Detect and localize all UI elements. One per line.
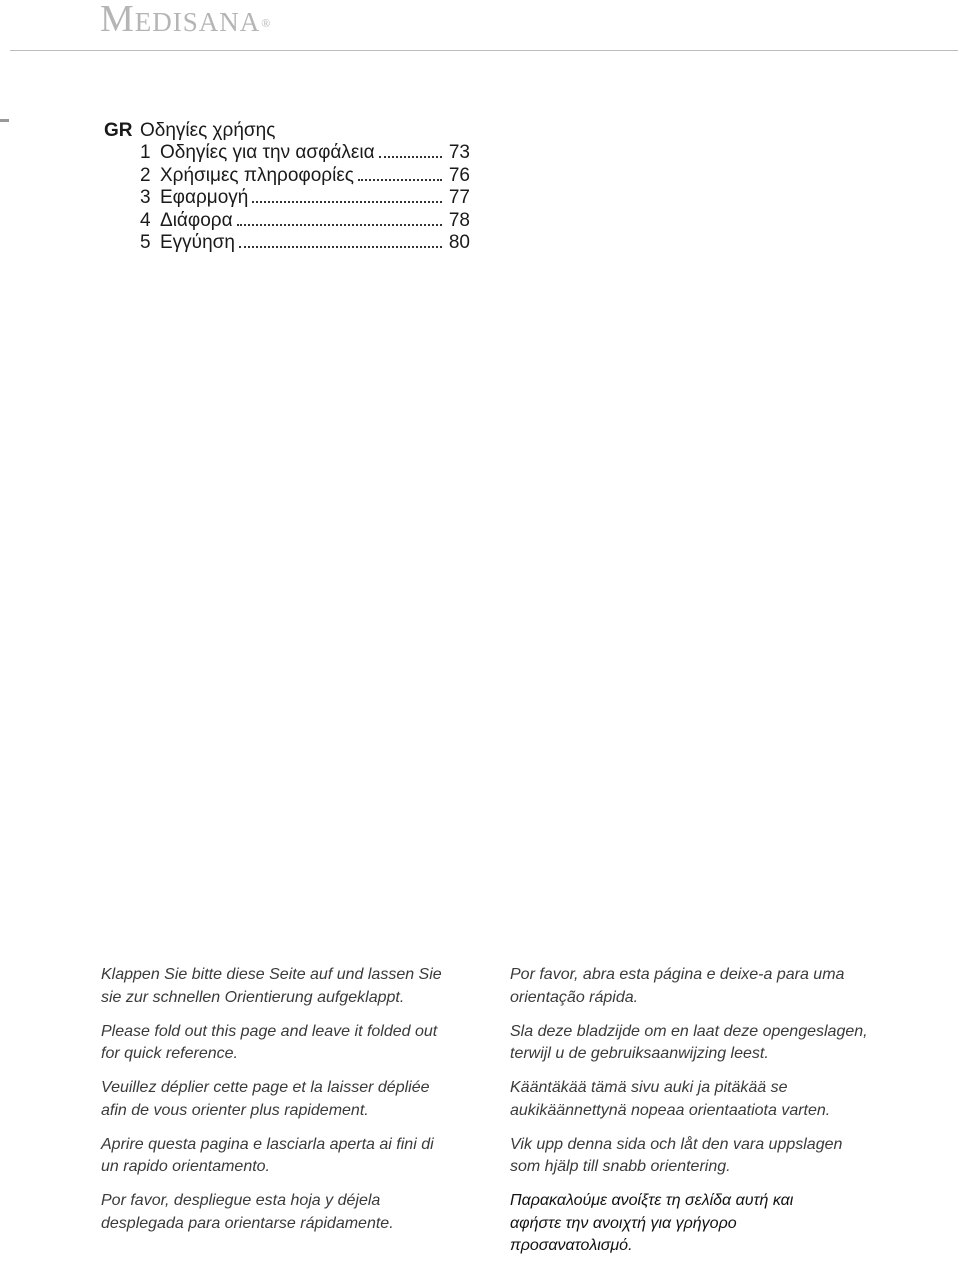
fold-note-swedish: Vik upp denna sida och låt den vara uppslagen som hjälp till snabb orientering. [510,1135,843,1175]
toc-item-number: 2 [140,164,151,186]
fold-note-english: Please fold out this page and leave it folded out for quick reference. [101,1022,438,1062]
header-divider [10,50,958,51]
toc-item[interactable] [140,232,470,255]
toc-item-title: Εγγύηση [160,232,235,253]
brand-name: Medisana [100,0,261,40]
fold-note-french: Veuillez déplier cette page et la laisser dépliée afin de vous orienter plus rapidement. [101,1079,430,1119]
registered-mark: ® [261,16,272,30]
toc-leader-dots [237,224,442,226]
toc-item-page: 80 [448,232,470,253]
toc-item-title: Εφαρμογή [160,187,249,208]
toc-item-number: 1 [140,142,151,163]
toc-item-number: 4 [140,209,151,231]
table-of-contents [104,120,484,255]
fold-note-german: Klappen Sie bitte diese Seite auf und lassen Sie sie zur schnellen Orientierung aufgeklappt. [101,966,442,1006]
fold-note-finnish: Kääntäkää tämä sivu auki ja pitäkää se aukikäännettynä nopeaa orientaatiota varten. [510,1079,831,1119]
toc-item-number: 3 [140,187,151,208]
fold-note-greek: Παρακαλούμε ανοίξτε τη σελίδα αυτή και αφήστε την ανοιχτή για γρήγορο προσανατολισμό. [510,1192,794,1254]
toc-item-title: Διάφορα [160,209,233,231]
fold-note-italian: Aprire questa pagina e lasciarla aperta ai fini di un rapido orientamento. [101,1135,434,1175]
toc-language-code: GR [104,120,133,141]
toc-item-page: 76 [448,164,470,186]
toc-item-page: 77 [448,187,470,208]
toc-item[interactable] [140,142,470,165]
toc-item[interactable] [140,165,470,188]
toc-list [140,142,484,255]
toc-item-page: 78 [448,209,470,231]
toc-item-number: 5 [140,232,151,253]
fold-out-notes-right [510,964,930,1269]
toc-item[interactable] [140,187,470,210]
toc-leader-dots [358,179,442,181]
margin-tick-mark [0,119,9,122]
toc-item-page: 73 [448,142,470,163]
toc-header [104,120,484,142]
toc-title: Οδηγίες χρήσης [140,120,276,141]
fold-note-spanish: Por favor, despliegue esta hoja y déjela desplegada para orientarse rápidamente. [101,1192,394,1232]
toc-item[interactable] [140,210,470,233]
toc-leader-dots [379,156,442,158]
toc-leader-dots [252,201,442,203]
toc-item-title: Χρήσιμες πληροφορίες [160,164,354,186]
toc-leader-dots [239,246,442,248]
toc-item-title: Οδηγίες για την ασφάλεια [160,142,375,163]
fold-note-dutch: Sla deze bladzijde om en laat deze opengeslagen, terwijl u de gebruiksaanwijzing leest. [510,1022,868,1062]
brand-logo [100,0,271,38]
fold-out-notes-left [101,964,491,1247]
fold-note-portuguese: Por favor, abra esta página e deixe-a para uma orientação rápida. [510,966,845,1006]
